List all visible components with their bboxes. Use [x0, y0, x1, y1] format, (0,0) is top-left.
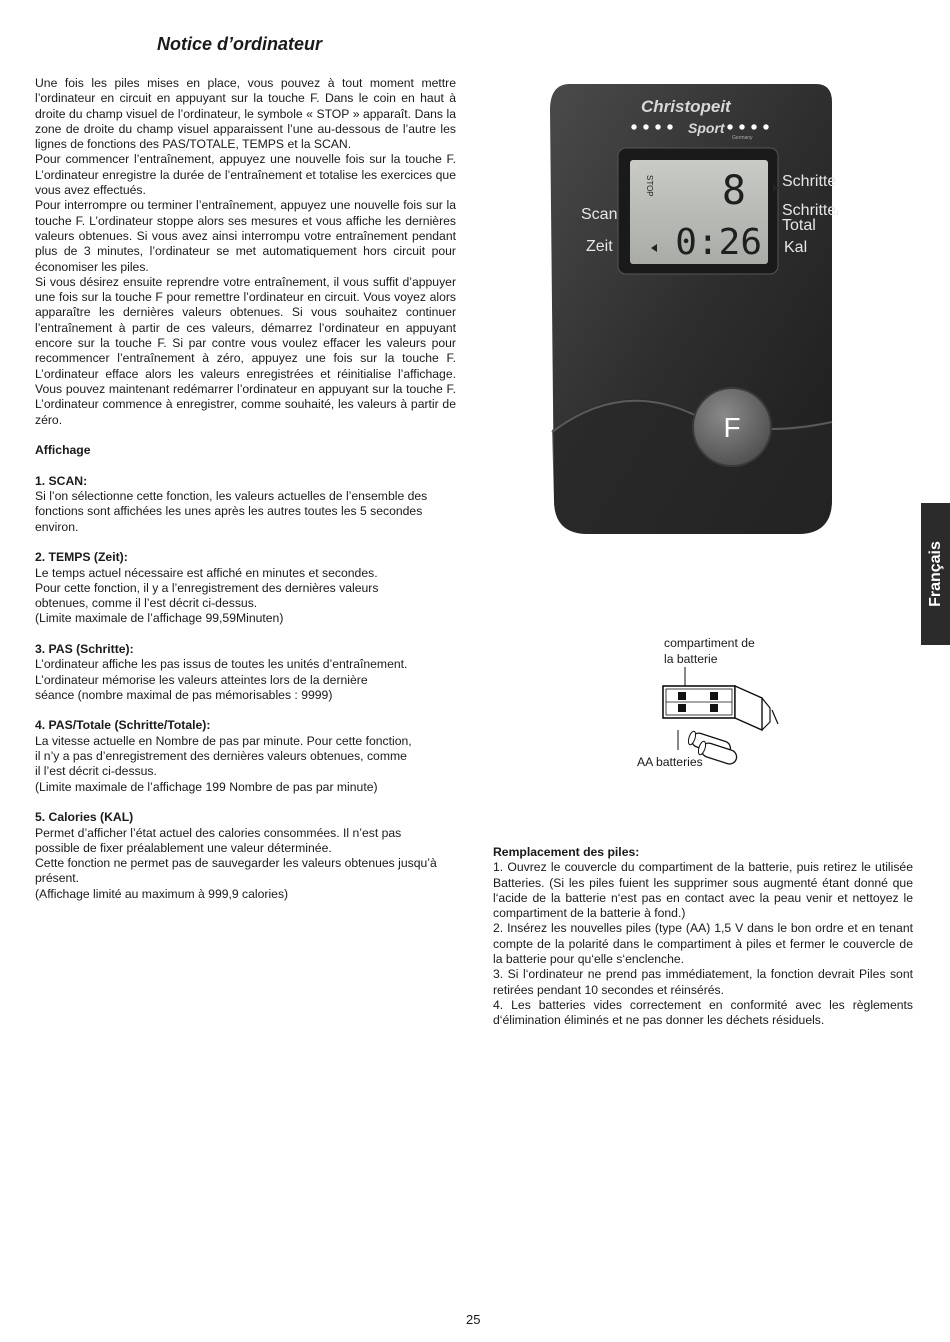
svg-text:8: 8 [721, 168, 746, 214]
affichage-item-heading: 5. Calories (KAL) [35, 810, 134, 825]
language-tab: Français [921, 503, 950, 645]
svg-text:Schritte: Schritte [782, 173, 837, 190]
affichage-item-text: possible de fixer préalablement une valeur déterminée. [35, 840, 332, 855]
replacement-step: 1. Ouvrez le couvercle du compartiment de la batterie, puis retirez le utilisée Batteries. (Si les piles fuient les supprimer sous augmenté étant donné que l‘acide de la batterie n‘est pas en contact avec la peau venir et nettoyez le compartiment de la batterie à fond.) [493, 860, 913, 921]
replacement-heading: Remplacement des piles: [493, 845, 640, 859]
affichage-item-text: il n’y a pas d’enregistrement des dernières valeurs obtenues, comme [35, 749, 407, 764]
section-heading: Affichage [35, 443, 91, 458]
svg-text:STOP: STOP [645, 175, 654, 197]
replacement-step: 3. Si l‘ordinateur ne prend pas immédiatement, la fonction devrait Piles sont retirées pendant 10 secondes et réinsérés. [493, 967, 913, 997]
affichage-item-text: présent. [35, 871, 80, 886]
svg-text:Total: Total [782, 217, 816, 234]
svg-text:F: F [723, 412, 741, 443]
instructions-column [35, 76, 456, 902]
replacement-column [493, 845, 913, 1029]
affichage-item-text: séance (nombre maximal de pas mémorisables : 9999) [35, 687, 333, 702]
svg-text:Zeit: Zeit [586, 238, 613, 255]
svg-text:Kal: Kal [784, 239, 808, 256]
affichage-list [35, 474, 456, 902]
svg-text:Scan: Scan [581, 206, 618, 223]
affichage-item-text: (Affichage limité au maximum à 999,9 calories) [35, 886, 289, 901]
affichage-item-heading: 1. SCAN: [35, 473, 88, 488]
affichage-item-text: Permet d’afficher l’état actuel des calories consommées. Il n’est pas [35, 825, 402, 840]
replacement-step: 2. Insérez les nouvelles piles (type (AA) 1,5 V dans le bon ordre et en tenant compte de la polarité dans le compartiment à piles et fermer le couvercle de la batterie pour qu‘elle s‘enclenche. [493, 921, 913, 967]
affichage-item-heading: 3. PAS (Schritte): [35, 641, 134, 656]
svg-text:Germany: Germany [732, 135, 753, 141]
page-title: Notice d’ordinateur [157, 34, 323, 54]
replacement-step: 4. Les batteries vides correctement en conformité avec les règlements d‘élimination éliminés et ne pas donner les déchets résiduels. [493, 997, 913, 1028]
intro-paragraph: Pour interrompre ou terminer l’entraînement, appuyez une nouvelle fois sur la touche F. L’ordinateur stoppe alors ses mesures et vous affiche les dernières valeurs obtenues. Si vous avez ainsi interrompu votre entraînement pendant plus de 3 minutes, l’ordinateur se met automatiquement hors circuit pour économiser les piles. [35, 198, 456, 274]
batteries-label: AA batteries [637, 755, 703, 769]
affichage-item-text: Le temps actuel nécessaire est affiché en minutes et secondes. [35, 565, 378, 580]
page-number: 25 [466, 1312, 481, 1327]
affichage-item-text: (Limite maximale de l’affichage 99,59Minuten) [35, 611, 284, 626]
intro-paragraph: Une fois les piles mises en place, vous pouvez à tout moment mettre l’ordinateur en circuit en appuyant sur la touche F. Dans le coin en haut à droite du champ visuel de l’ordinateur, le symbole « STOP » apparaît. Dans la zone de droite du champ visuel apparaissent l’une au-dessous de l’autre les lignes de fonctions des PAS/TOTALE, TEMPS et la SCAN. [35, 76, 456, 152]
affichage-item-text: Pour cette fonction, il y a l’enregistrement des dernières valeurs [35, 580, 379, 595]
affichage-item-text: Cette fonction ne permet pas de sauvegarder les valeurs obtenues jusqu’à [35, 856, 437, 871]
affichage-item-text: L’ordinateur affiche les pas issus de toutes les unités d’entraînement. [35, 657, 408, 672]
bike-computer-image [548, 80, 838, 538]
affichage-item-text: La vitesse actuelle en Nombre de pas par minute. Pour cette fonction, [35, 733, 412, 748]
intro-paragraph: Pour commencer l’entraînement, appuyez une nouvelle fois sur la touche F. L’ordinateur enregistre la durée de l’entraînement et totalise les exercices que vous avez effectués. [35, 152, 456, 198]
affichage-item-text: obtenues, comme il l’est décrit ci-dessus. [35, 596, 258, 611]
compartment-label: compartiment de la batterie [664, 636, 755, 666]
svg-text:Schritte/: Schritte/ [782, 202, 838, 219]
intro-paragraph: Si vous désirez ensuite reprendre votre entraînement, il vous suffit d’appuyer une fois sur la touche F pour remettre l’ordinateur en circuit. Vous voyez alors apparaître les dernières valeurs obtenues. Si vous souhaitez continuer l’entraînement à partir de ces valeurs, démarrez l’ordinateur en appuyant encore sur la touche F. Si par contre vous voulez effacer les valeurs pour recommencer l’entraînement à zéro, appuyez une fois sur la touche F. L’ordinateur efface alors les valeurs enregistrées et réinitialise l’affichage. Vous pouvez maintenant redémarrer l’ordinateur en appuyant sur la touche F. L’ordinateur commence à enregistrer, comme souhaité, les valeurs à partir de zéro. [35, 274, 456, 427]
svg-text:0:26: 0:26 [675, 222, 762, 263]
affichage-item-text: il l’est décrit ci-dessus. [35, 764, 157, 779]
svg-text:Christopeit: Christopeit [641, 97, 731, 116]
svg-text:Sport: Sport [688, 120, 725, 136]
affichage-item-text: L’ordinateur mémorise les valeurs atteintes lors de la dernière [35, 672, 368, 687]
affichage-item-heading: 2. TEMPS (Zeit): [35, 550, 128, 565]
battery-diagram [630, 630, 790, 775]
affichage-item-heading: 4. PAS/Totale (Schritte/Totale): [35, 718, 211, 733]
affichage-item-text: (Limite maximale de l’affichage 199 Nombre de pas par minute) [35, 779, 378, 794]
affichage-item-text: Si l’on sélectionne cette fonction, les valeurs actuelles de l’ensemble des fonctions sont affichées les unes après les autres toutes les 5 secondes environ. [35, 489, 428, 534]
